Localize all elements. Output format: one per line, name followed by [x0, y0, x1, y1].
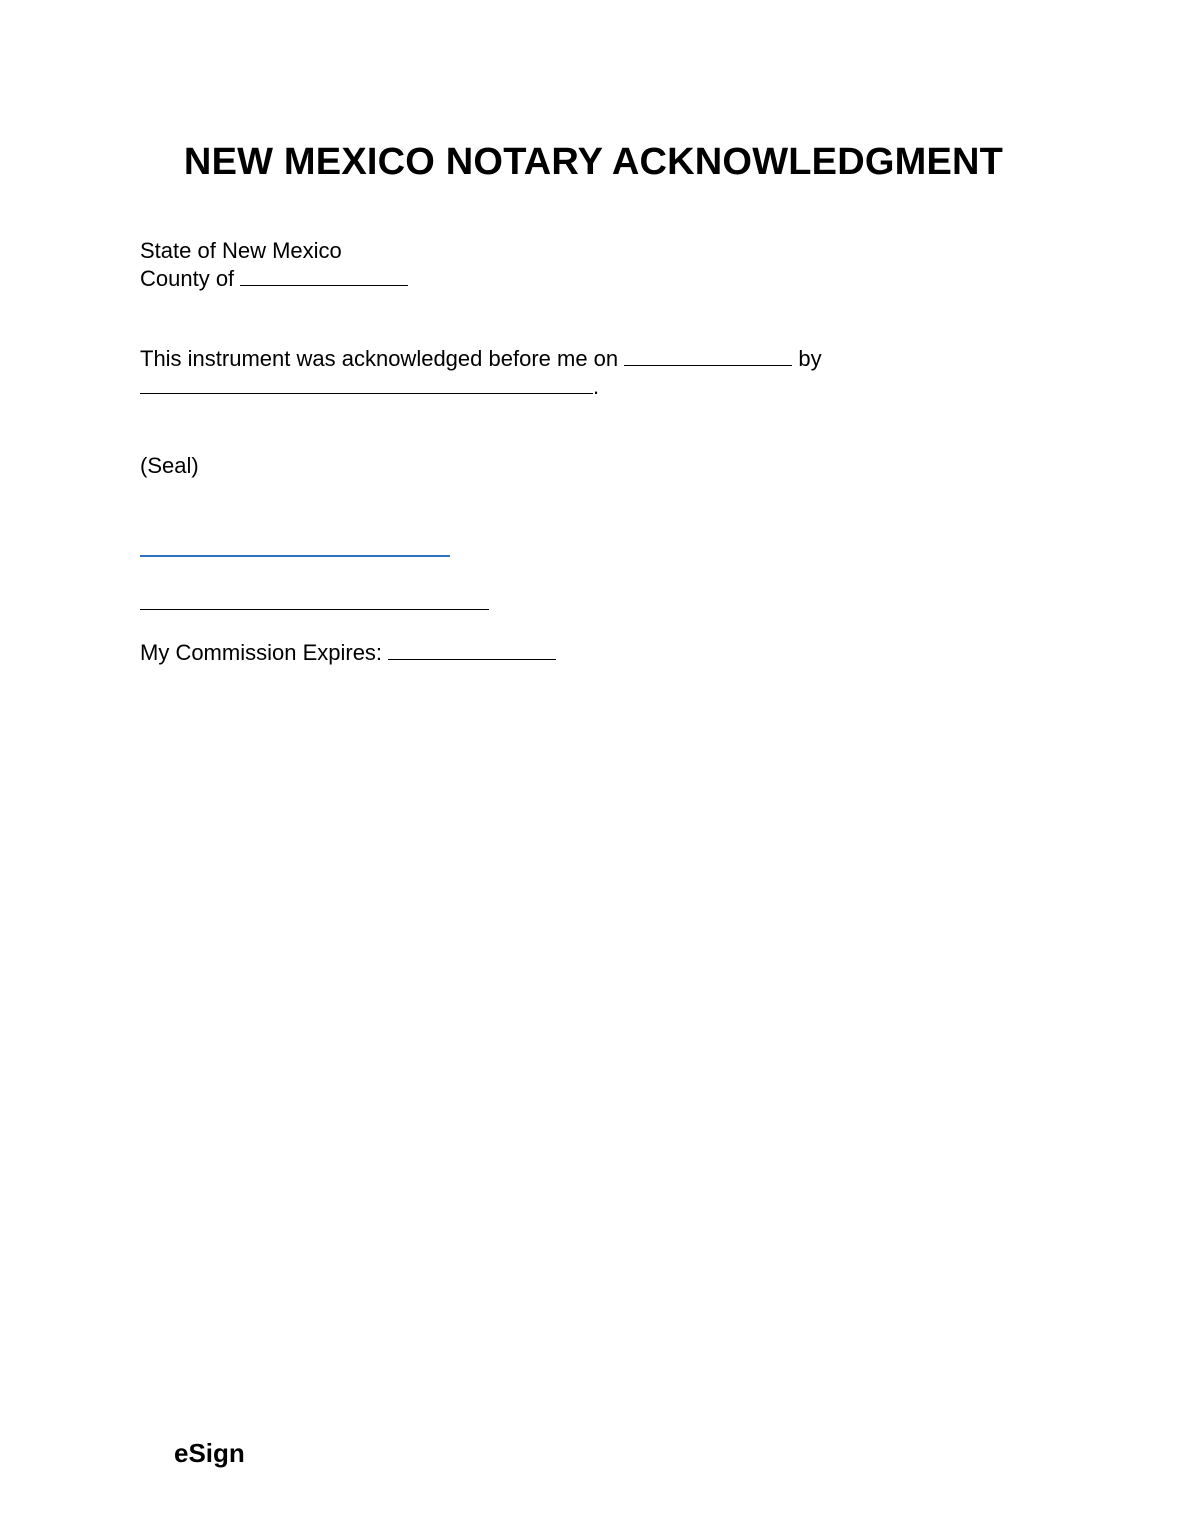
acknowledgment-end: . [593, 374, 600, 399]
acknowledgment-line [140, 345, 822, 373]
acknowledgment-by: by [792, 346, 822, 371]
county-blank[interactable] [240, 265, 408, 286]
esign-logo: eSign [174, 1438, 245, 1468]
state-line: State of New Mexico [140, 238, 342, 263]
acknowledgment-name-blank[interactable] [140, 373, 593, 394]
seal-label: (Seal) [140, 453, 199, 478]
commission-expiry-blank[interactable] [388, 639, 556, 660]
acknowledgment-date-blank[interactable] [624, 345, 792, 366]
document-title: NEW MEXICO NOTARY ACKNOWLEDGMENT [183, 141, 1004, 183]
acknowledgment-name-line [140, 373, 599, 401]
county-line [140, 265, 408, 293]
commission-line [140, 639, 556, 667]
acknowledgment-prefix: This instrument was acknowledged before me on [140, 346, 625, 371]
county-label: County of [140, 266, 241, 291]
notary-signature-line[interactable] [140, 555, 450, 557]
commission-label: My Commission Expires: [140, 640, 389, 665]
notary-printed-name-line[interactable] [140, 609, 489, 610]
